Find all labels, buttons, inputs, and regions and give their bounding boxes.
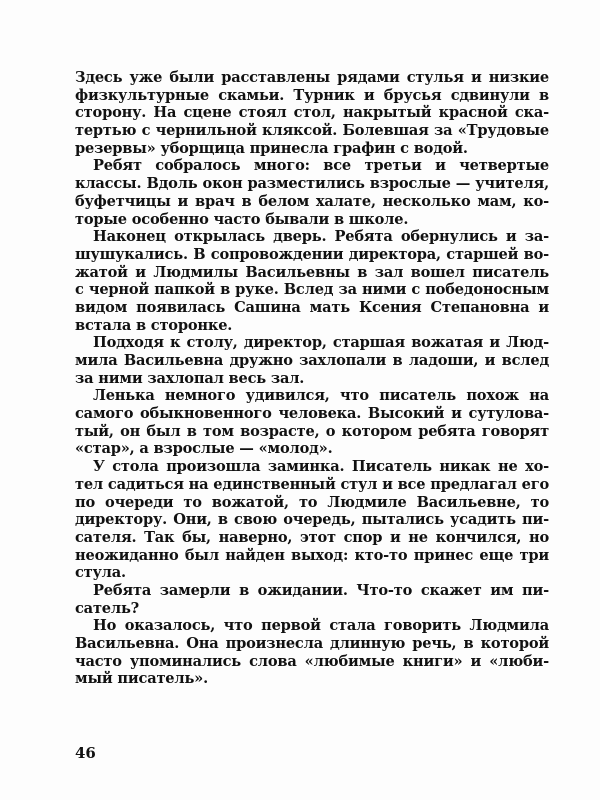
text-line: классы. Вдоль окон разместились взрослые — учителя, bbox=[75, 175, 549, 193]
text-line: самого обыкновенного человека. Высокий и сутулова- bbox=[75, 405, 549, 423]
text-line: мила Васильевна дружно захлопали в ладоши, и вслед bbox=[75, 352, 549, 369]
body-text bbox=[75, 69, 549, 688]
text-line: мый писатель». bbox=[75, 670, 208, 688]
text-line: Здесь уже были расставлены рядами стулья и низкие bbox=[75, 69, 549, 86]
text-line: буфетчицы и врач в белом халате, несколько мам, ко- bbox=[75, 192, 549, 210]
text-line: тый, он был в том возрасте, о котором ребята говорят bbox=[75, 422, 549, 440]
text-line: Наконец открылась дверь. Ребята обернулись и за- bbox=[93, 228, 549, 246]
text-line: У стола произошла заминка. Писатель никак не хо- bbox=[93, 458, 549, 476]
text-line: директору. Они, в свою очередь, пытались усадить пи- bbox=[75, 511, 549, 529]
text-line: резервы» уборщица принесла графин с водой. bbox=[75, 139, 468, 157]
text-line: с черной папкой в руке. Вслед за ними с победоносным bbox=[75, 281, 549, 299]
text-line: физкультурные скамьи. Турник и брусья сдвинули в bbox=[75, 86, 549, 104]
text-line: сторону. На сцене стоял стол, накрытый красной ска- bbox=[75, 104, 549, 122]
text-line: Ленька немного удивился, что писатель похож на bbox=[93, 387, 549, 405]
text-line: стула. bbox=[75, 564, 126, 582]
text-line: по очереди то вожатой, то Людмиле Васильевне, то bbox=[75, 493, 549, 511]
text-line: встала в сторонке. bbox=[75, 316, 233, 334]
text-line: сатель? bbox=[75, 599, 140, 617]
text-line: шушукались. В сопровождении директора, старшей во- bbox=[75, 245, 549, 263]
text-line: жатой и Людмилы Васильевны в зал вошел писатель bbox=[75, 263, 549, 281]
text-line: «стар», а взрослые — «молод». bbox=[75, 440, 333, 458]
text-line: Но оказалось, что первой стала говорить Людмила bbox=[93, 617, 549, 635]
text-line: тел садиться на единственный стул и все предлагал его bbox=[75, 475, 549, 493]
text-line: за ними захлопал весь зал. bbox=[75, 369, 305, 387]
text-line: тертью с чернильной кляксой. Болевшая за «Трудовые bbox=[75, 122, 549, 140]
text-line: видом появилась Сашина мать Ксения Степановна и bbox=[75, 298, 549, 316]
text-line: торые особенно часто бывали в школе. bbox=[75, 210, 409, 228]
text-line: сателя. Так бы, наверно, этот спор и не кончился, но bbox=[75, 528, 549, 546]
page-number: 46 bbox=[75, 744, 96, 762]
text-line: Подходя к столу, директор, старшая вожатая и Люд- bbox=[93, 334, 549, 352]
text-line: неожиданно был найден выход: кто-то принес еще три bbox=[75, 546, 549, 564]
text-line: Васильевна. Она произнесла длинную речь, в которой bbox=[75, 635, 549, 652]
text-line: Ребята замерли в ожидании. Что-то скажет им пи- bbox=[93, 581, 549, 599]
text-line: часто упоминались слова «любимые книги» и «люби- bbox=[75, 652, 549, 670]
text-line: Ребят собралось много: все третьи и четвертые bbox=[93, 157, 549, 175]
